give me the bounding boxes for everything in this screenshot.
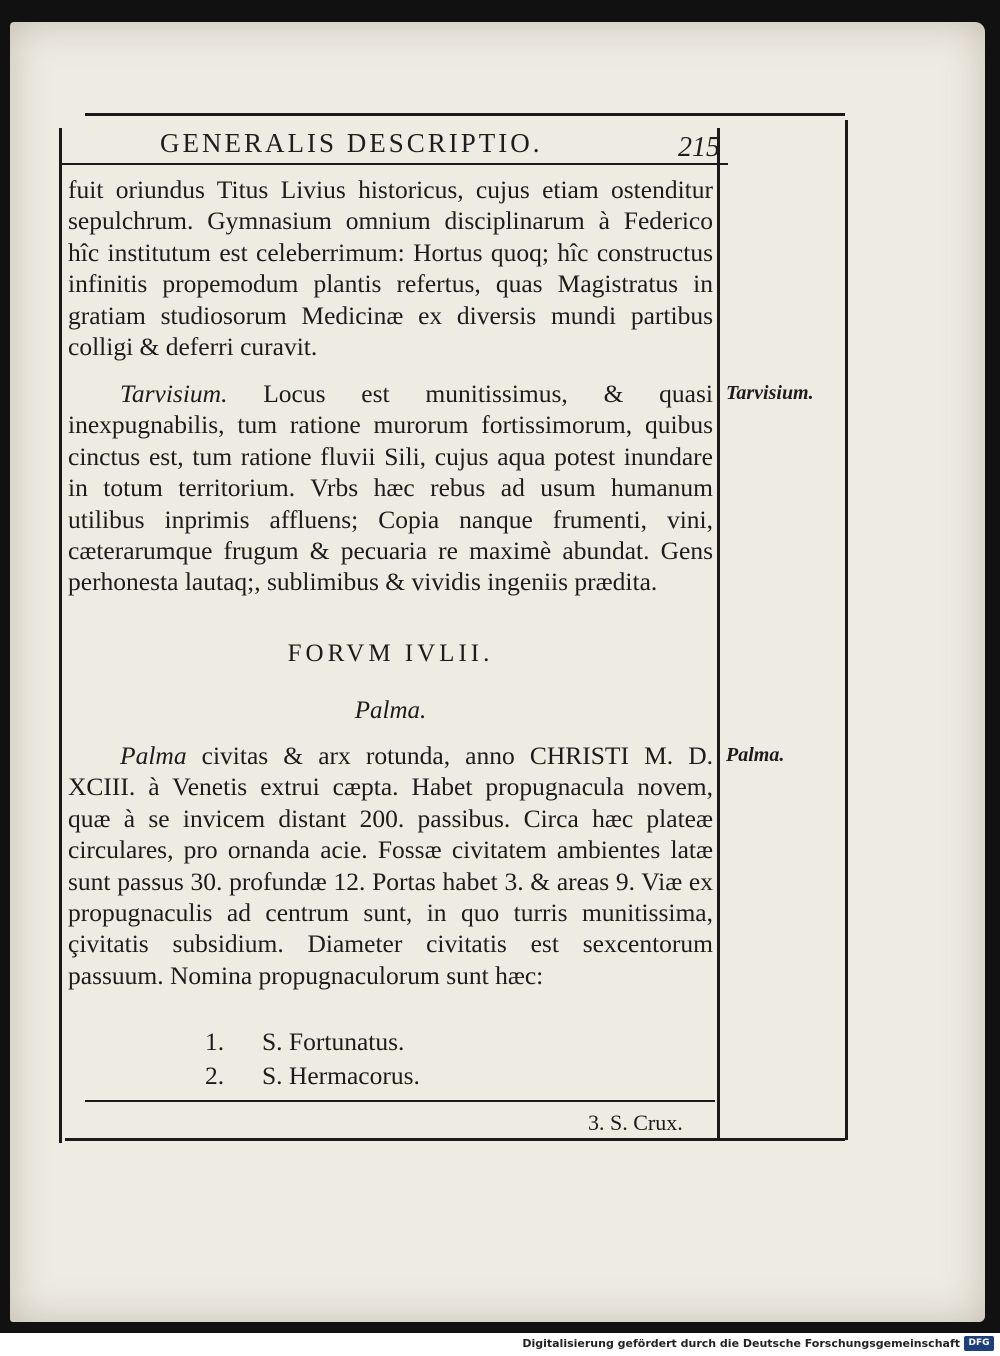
- catchword: 3. S. Crux.: [588, 1110, 683, 1135]
- dfg-logo[interactable]: DFG: [964, 1336, 994, 1351]
- top-rule: [85, 113, 845, 116]
- frame-margin-right-rule: [845, 120, 848, 1140]
- header-rule: [60, 163, 728, 165]
- paragraph-text: Locus est munitissimus, & quasi inexpugnabilis, tum ratione murorum fortissimorum, quibus cinctus est, tum ratione fluvii Sili, cujus aqua potest inundare in totum territorium. Vrbs hæc rebus ad usum humanum utilibus inprimis affluens; Copia nanque frumenti, vini, cæterarumque frugum & pecuaria re maximè abundat. Gens perhonesta lautaq;, sublimibus & vividis ingeniis prædita.: [68, 379, 713, 597]
- funding-credit: Digitalisierung gefördert durch die Deutsche Forschungsgemeinschaft: [522, 1337, 960, 1350]
- subsection-heading: Palma.: [354, 697, 427, 724]
- frame-text-right-rule: [717, 128, 720, 1138]
- bottom-rule-upper: [85, 1100, 715, 1102]
- paragraph-palma: [68, 740, 713, 991]
- list-name: S. Fortunatus.: [262, 1027, 405, 1056]
- list-name: S. Hermacorus.: [262, 1061, 420, 1090]
- list-item: [205, 1027, 404, 1057]
- page-number: 215: [678, 132, 720, 163]
- paragraph-text: civitas & arx rotunda, anno CHRISTI M. D. XCIII. à Venetis extrui cæpta. Habet propugnacula novem, quæ à se invicem distant 200. passibus. Circa hæc plateæ circulares, pro ornanda acie. Fossæ civitatem ambientes latæ sunt passus 30. profundæ 12. Portas habet 3. & areas 9. Viæ ex propugnaculis ad centrum sunt, in quo turris munitissima, çivitatis subsidium. Diameter civitatis est sexcentorum passuum. Nomina propugnaculorum sunt hæc:: [68, 741, 713, 990]
- list-item: [205, 1061, 420, 1091]
- bottom-rule-lower: [65, 1138, 845, 1141]
- margin-note-tarvisium: Tarvisium.: [726, 382, 814, 404]
- list-number: 1.: [205, 1027, 225, 1056]
- paragraph-padua: [68, 174, 713, 362]
- paragraph-lead: Palma: [120, 741, 187, 770]
- list-number: 2.: [205, 1061, 225, 1090]
- paragraph-lead: Tarvisium.: [120, 379, 228, 408]
- footer-bar: [0, 1333, 1000, 1356]
- paragraph-text: fuit oriundus Titus Livius historicus, cujus etiam ostenditur sepulchrum. Gymnasium omnium disciplinarum à Federico hîc institutum est celeberrimum: Hortus quoq; hîc constructus infinitis propemodum plantis refertus, quas Magistratus in gratiam studiosorum Medicinæ ex diversis mundi partibus colligi & deferri curavit.: [68, 175, 713, 362]
- running-head: GENERALIS DESCRIPTIO.: [160, 128, 543, 158]
- section-heading: FORVM IVLII.: [287, 640, 494, 667]
- frame-left-rule: [59, 128, 62, 1143]
- paragraph-tarvisium: [68, 378, 713, 598]
- margin-note-palma: Palma.: [726, 744, 785, 766]
